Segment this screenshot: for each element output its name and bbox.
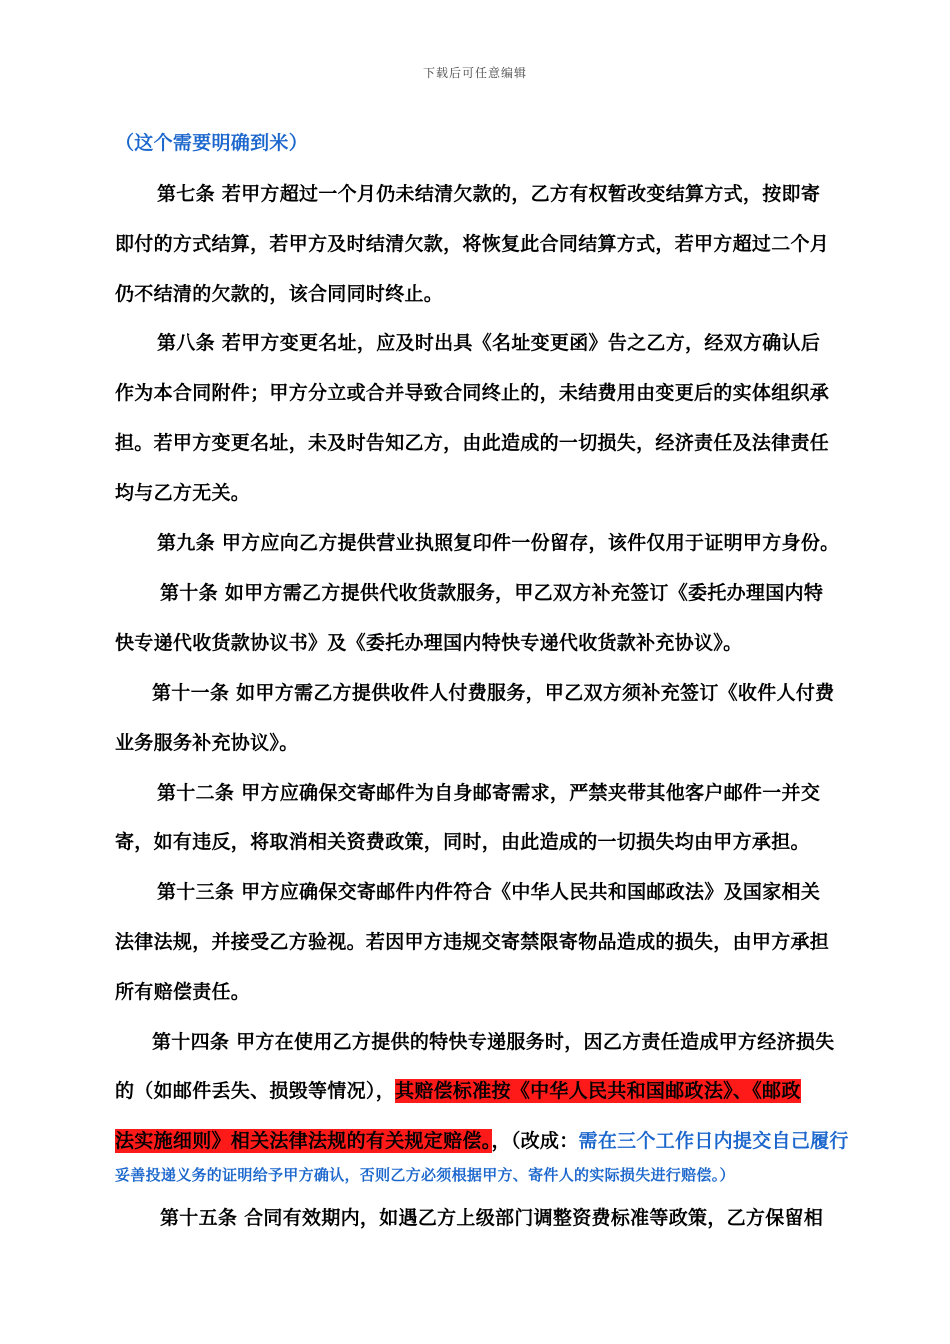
article-7-line-1: 第七条 若甲方超过一个月仍未结清欠款的，乙方有权暂改变结算方式，按即寄 — [157, 183, 821, 205]
article-8-line-2: 作为本合同附件；甲方分立或合并导致合同终止的，未结费用由变更后的实体组织承 — [115, 382, 830, 404]
article-10-line-1: 第十条 如甲方需乙方提供代收货款服务，甲乙双方补充签订《委托办理国内特 — [160, 582, 824, 604]
highlighted-text: 法实施细则》相关法律法规的有关规定赔偿。 — [115, 1130, 492, 1152]
revision-note-text: 需在三个工作日内提交自己履行 — [578, 1130, 849, 1152]
article-13-line-2: 法律法规，并接受乙方验视。若因甲方违规交寄禁限寄物品造成的损失，由甲方承担 — [115, 931, 830, 953]
article-11-line-2: 业务服务补充协议》。 — [115, 732, 299, 754]
revision-note-prefix: ，（改成： — [491, 1130, 579, 1152]
article-12-line-1: 第十二条 甲方应确保交寄邮件为自身邮寄需求，严禁夹带其他客户邮件一并交 — [157, 782, 821, 804]
article-15-line-1: 第十五条 合同有效期内，如遇乙方上级部门调整资费标准等政策，乙方保留相 — [160, 1207, 824, 1229]
article-7-line-2: 即付的方式结算，若甲方及时结清欠款，将恢复此合同结算方式，若甲方超过二个月 — [115, 233, 830, 255]
article-10-line-2: 快专递代收货款协议书》及《委托办理国内特快专递代收货款补充协议》。 — [115, 632, 743, 654]
article-14-text-plain: 的（如邮件丢失、损毁等情况）， — [115, 1080, 396, 1102]
article-13-line-1: 第十三条 甲方应确保交寄邮件内件符合《中华人民共和国邮政法》及国家相关 — [157, 881, 821, 903]
revision-note-continued: 妥善投递义务的证明给予甲方确认，否则乙方必须根据甲方、寄件人的实际损失进行赔偿。） — [115, 1166, 735, 1184]
article-14-line-2 — [115, 1078, 801, 1104]
article-8-line-1: 第八条 若甲方变更名址，应及时出具《名址变更函》告之乙方，经双方确认后 — [157, 332, 821, 354]
article-14-line-3 — [115, 1128, 849, 1154]
article-9-line-1: 第九条 甲方应向乙方提供营业执照复印件一份留存，该件仅用于证明甲方身份。 — [157, 532, 840, 554]
note-top: （这个需要明确到米） — [115, 132, 309, 154]
page-header: 下载后可任意编辑 — [422, 66, 527, 80]
article-14-line-1: 第十四条 甲方在使用乙方提供的特快专递服务时，因乙方责任造成甲方经济损失 — [152, 1031, 835, 1053]
highlighted-text: 其赔偿标准按《中华人民共和国邮政法》、《邮政 — [395, 1080, 801, 1102]
article-11-line-1: 第十一条 如甲方需乙方提供收件人付费服务，甲乙双方须补充签订《收件人付费 — [152, 682, 835, 704]
article-8-line-3: 担。若甲方变更名址，未及时告知乙方，由此造成的一切损失，经济责任及法律责任 — [115, 432, 830, 454]
article-13-line-3: 所有赔偿责任。 — [115, 981, 251, 1003]
article-7-line-3: 仍不结清的欠款的，该合同同时终止。 — [115, 283, 444, 305]
article-8-line-4: 均与乙方无关。 — [115, 482, 251, 504]
article-12-line-2: 寄，如有违反，将取消相关资费政策，同时，由此造成的一切损失均由甲方承担。 — [115, 831, 810, 853]
